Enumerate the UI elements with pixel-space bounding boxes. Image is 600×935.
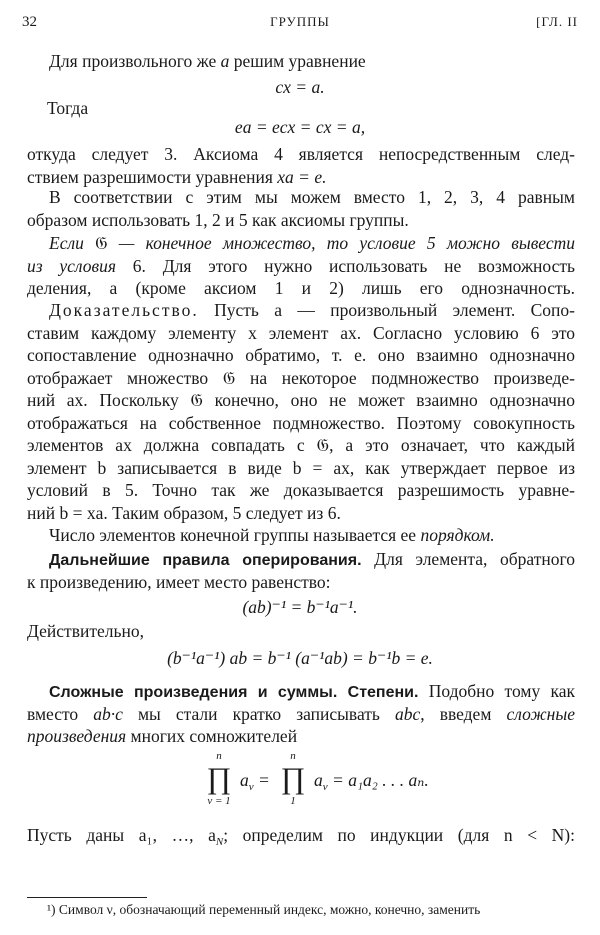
page-number: 32 [22,14,37,30]
paragraph-2: В соответствии с этим мы можем вместо 1, 2, 3, 4 равным образом использовать 1, 2 и 5 как аксиомы группы. [27,187,575,230]
footnote: ¹) Символ ν, обозначающий переменный индекс, можно, конечно, заменить [47,902,481,917]
paragraph-1-then: Тогда [47,98,89,118]
equation-inverse-product: (ab)⁻¹ = b⁻¹a⁻¹. [242,597,358,617]
section-heading-rules: Дальнейшие правила оперирования. [49,552,362,569]
paragraph-6-rules: Дальнейшие правила оперирования. Для элемента, обратного к произведению, имеет место равенство: [27,549,575,592]
paragraph-6-indeed: Действительно, [27,621,144,641]
footnote-rule [27,897,147,898]
paragraph-1-cont: откуда следует 3. Аксиома 4 является непосредственным след- ствием разрешимости уравнения xa = e. [27,144,575,187]
paragraph-4-proof: Доказательство. Пусть a — произвольный элемент. Сопо- ставим каждому элементу x элемент ax. Согласно условию 6 это сопоставление однозначно обратимо, т. е. оно взаимно однозначно отображает множество 𝔊 на некоторое подмножество произведе- ний ax. Поскольку 𝔊 конечно, оно не может взаимно однозначно отображаться на собственное подмножество. Поэтому совокупность элементов ax должна совпадать с 𝔊, а это означает, что каждый элемент b записывается в виде b = ax, как утверждает первое из условий в 5. Точно так же доказывается разрешимость уравне- ний b = xa. Таким образом, 5 следует из 6. [27,300,575,523]
paragraph-3: Если 𝔊 — конечное множество, то условие 5 можно вывести из условия 6. Для этого нужно использовать не возможность деления, а (кроме аксиом 1 и 2) лишь его однозначность. [27,233,575,298]
paragraph-5-order: Число элементов конечной группы называется ее порядком. [49,525,495,545]
equation-cx-a: cx = a. [275,77,325,97]
equation-verification: (b⁻¹a⁻¹) ab = b⁻¹ (a⁻¹ab) = b⁻¹b = e. [167,648,433,668]
running-title: ГРУППЫ [270,14,330,29]
book-page: 32 ГРУППЫ [ГЛ. II Для произвольного же a решим уравнение cx = a. Тогда ea = ecx = cx = a, откуда следует 3. Аксиома 4 является непосредственным след- ствием разрешимости уравнения xa = e. В соответствии с этим мы можем вместо 1, 2, 3, 4 равным образом использовать 1, 2 и 5 как аксиомы группы. Если 𝔊 — конечное множество, то условие 5 можно вывести из условия 6. Для этого нужно использовать не возможность деления, а (кроме аксиом 1 и 2) лишь его однозначность. Доказательство. Пусть a — произвольный элемент. Сопо- ставим каждому элементу x элемент ax. Согласно условию 6 это сопоставление однозначно обратимо, т. е. оно взаимно однозначно отображает множество 𝔊 на некоторое подмножество произведе- ний ax. Поскольку 𝔊 конечно, оно не может взаимно однозначно отображаться на собственное подмножество. Поэтому совокупность элементов ax должна совпадать с 𝔊, а это означает, что каждый элемент b записывается в виде b = ax, как утверждает первое из условий в 5. Точно так же доказывается разрешимость уравне- ний b = xa. Таким образом, 5 следует из 6. Число элементов конечной группы называется ее порядком. Дальнейшие правила оперирования. Для элемента, обратного к произведению, имеет место равенство: (ab)⁻¹ = b⁻¹a⁻¹. Действительно, (b⁻¹a⁻¹) ab = b⁻¹ (a⁻¹ab) = b⁻¹b = e. Сложные произведения и суммы. Степени. Подобно тому как вместо ab·c мы стали кратко записывать abc, введем сложные произведения многих сомножителей n ∏ ν = 1 $a_\nu$ = n ∏ 1 $a_\nu = a_1a_2$ . . . aₙ. Пусть даны a₁, …, $a_N$; определим по индукции (для n < N): ¹) Символ ν, обозначающий переменный индекс, можно, конечно, заменить [0,0,600,935]
equation-ea: ea = ecx = cx = a, [234,117,366,137]
chapter-label: [ГЛ. II [536,14,578,29]
paragraph-8-induction: Пусть даны a₁, …, $a_N$; определим по индукции (для n < N): [27,825,575,848]
section-heading-products: Сложные произведения и суммы. Степени. [49,684,419,701]
paragraph-7-products: Сложные произведения и суммы. Степени. Подобно тому как вместо ab·c мы стали кратко записывать abc, введем сложные произведения многих сомножителей [27,681,575,746]
running-header [22,14,578,36]
paragraph-1-intro: Для произвольного же a решим уравнение [49,51,366,71]
